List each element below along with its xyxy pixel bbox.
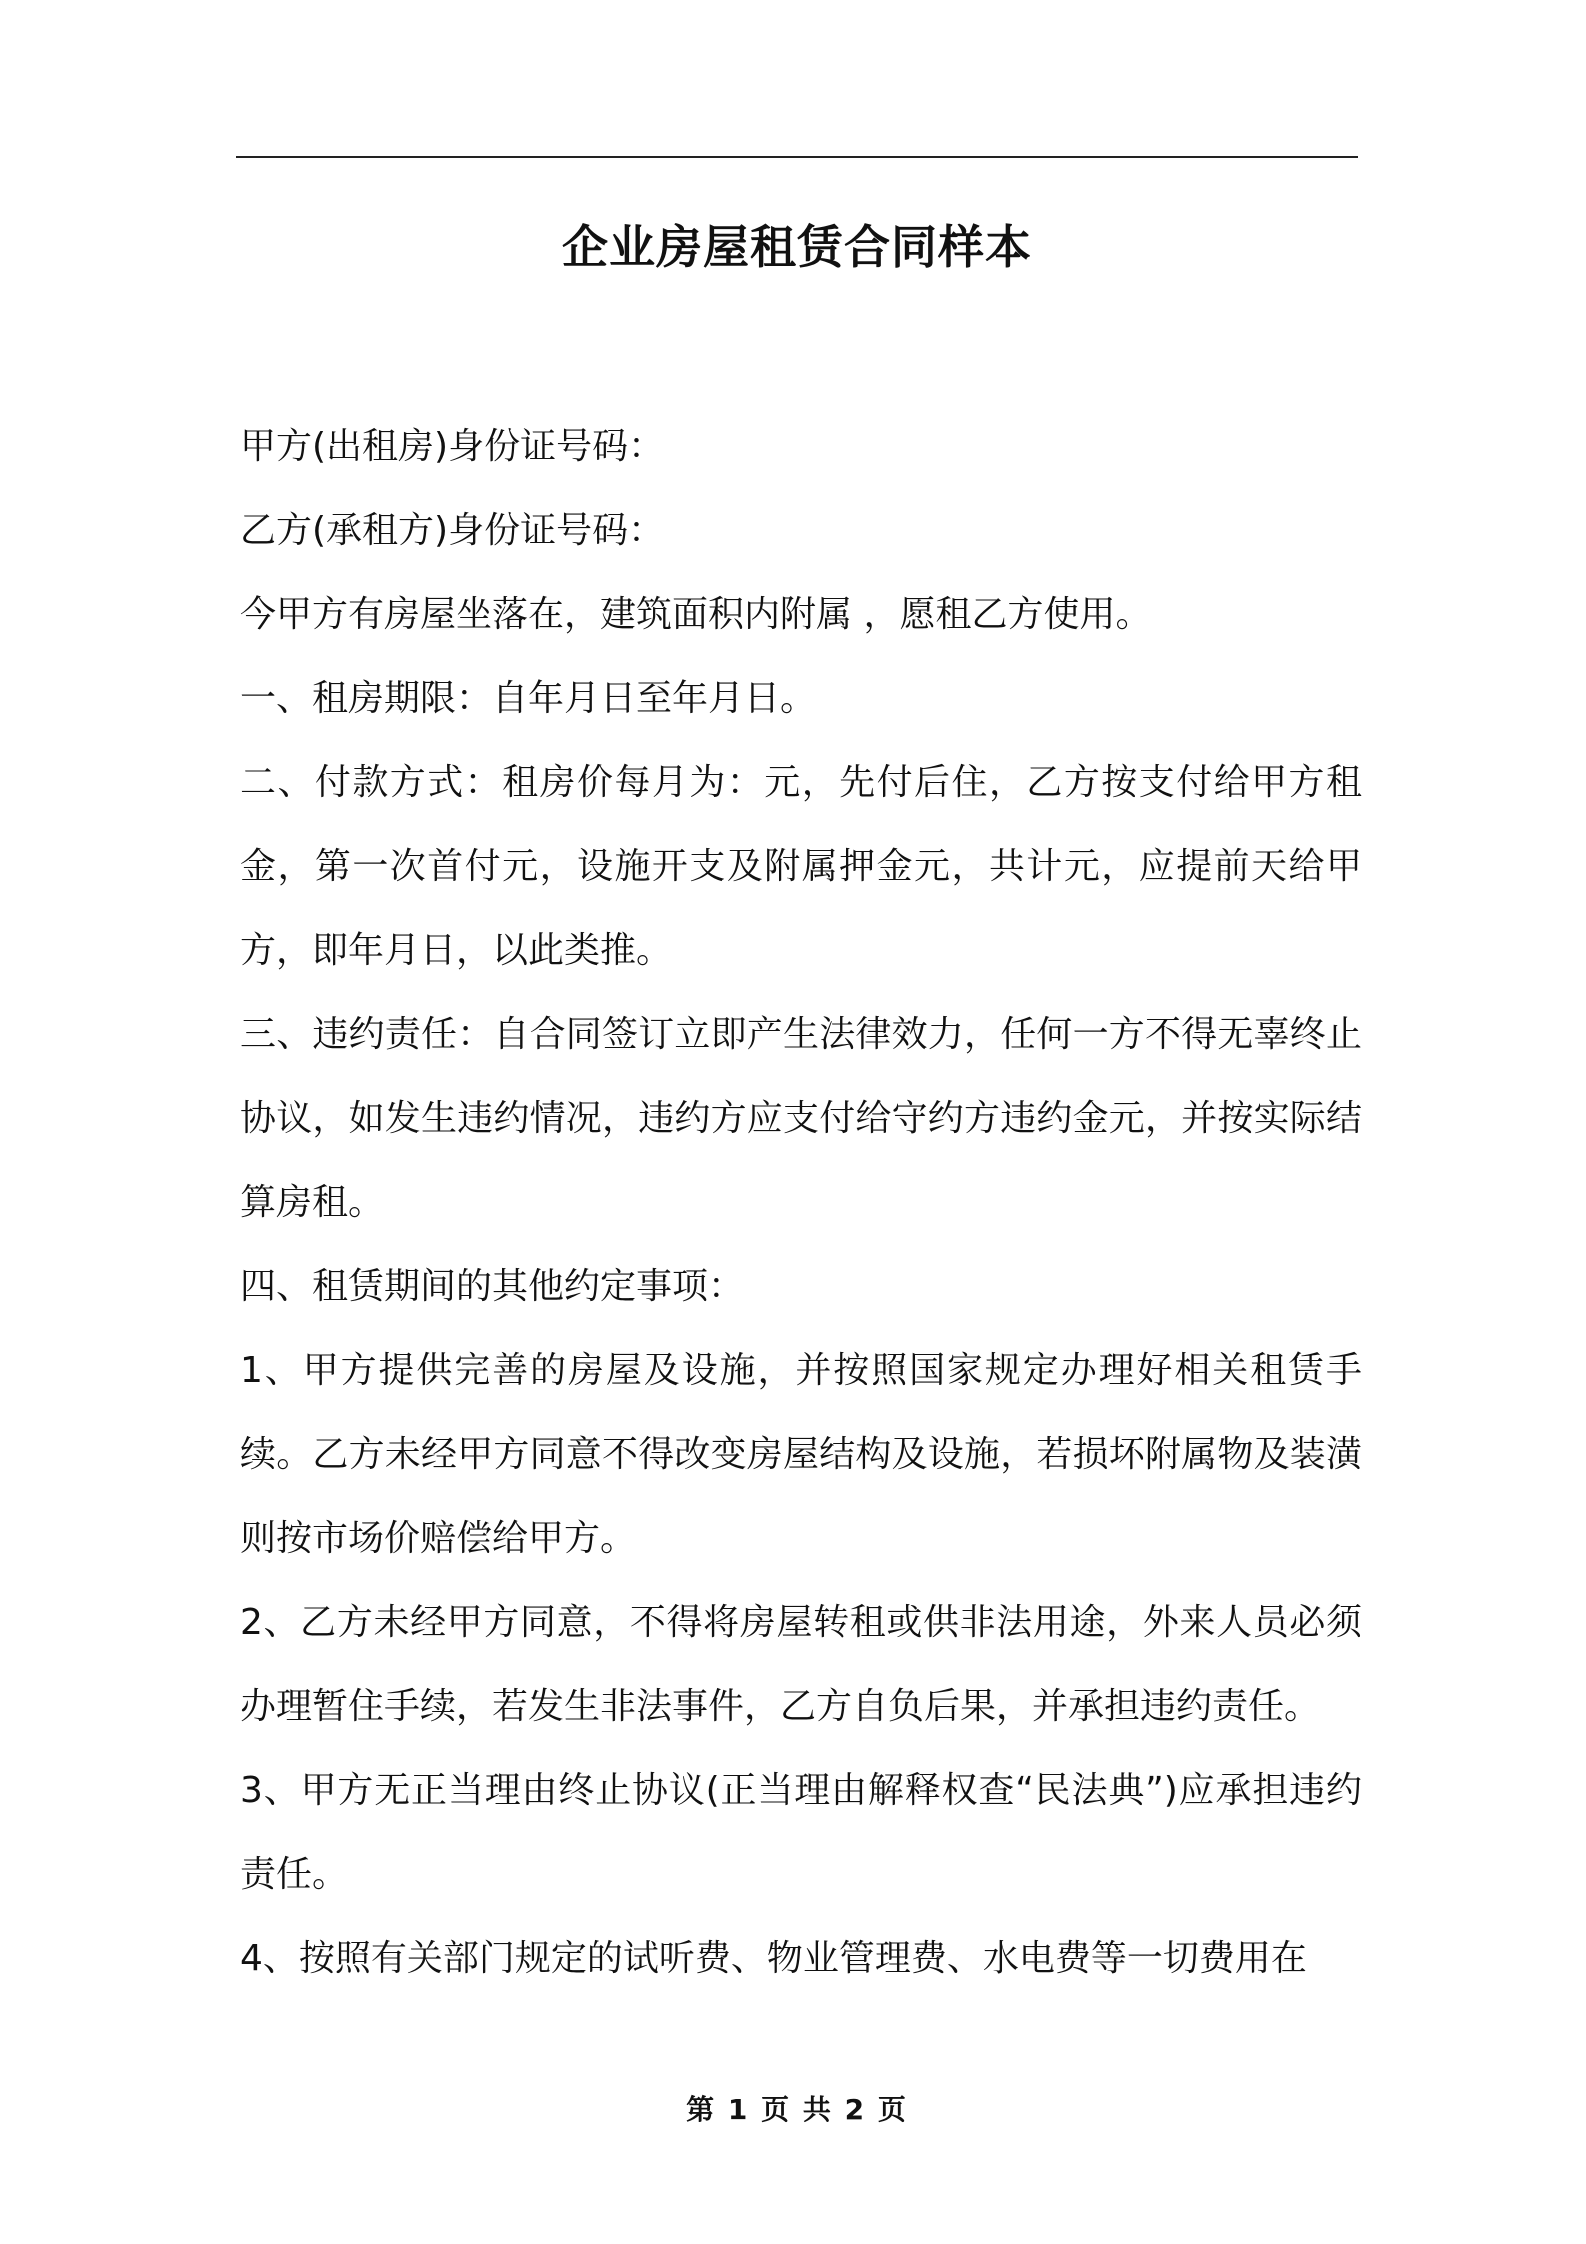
paragraph-other-terms: 四、租赁期间的其他约定事项： — [240, 1266, 745, 1307]
paragraph-property: 今甲方有房屋坐落在，建筑面积内附属 ，愿租乙方使用。 — [240, 594, 1152, 635]
paragraph-term: 一、租房期限：自年月日至年月日。 — [240, 678, 817, 719]
page-number: 第 1 页 共 2 页 — [686, 2093, 908, 2126]
paragraph-clause-4: 4、按照有关部门规定的试听费、物业管理费、水电费等一切费用在 — [240, 1938, 1307, 1979]
paragraph-payment: 二、付款方式：租房价每月为：元，先付后住，乙方按支付给甲方租金，第一次首付元，设施开支及附属押金元，共计元，应提前天给甲方，即年月日，以此类推。 — [240, 762, 1362, 971]
paragraph-party-a: 甲方(出租房)身份证号码： — [240, 426, 665, 467]
document-body — [240, 405, 1362, 2001]
paragraph-clause-1: 1、甲方提供完善的房屋及设施，并按照国家规定办理好相关租赁手续。乙方未经甲方同意不得改变房屋结构及设施，若损坏附属物及装潢则按市场价赔偿给甲方。 — [240, 1350, 1362, 1559]
document-title: 企业房屋租赁合同样本 — [562, 220, 1032, 274]
paragraph-clause-3: 3、甲方无正当理由终止协议(正当理由解释权查“民法典”)应承担违约责任。 — [240, 1770, 1362, 1895]
header-rule — [236, 156, 1358, 158]
paragraph-party-b: 乙方(承租方)身份证号码： — [240, 510, 665, 551]
paragraph-clause-2: 2、乙方未经甲方同意，不得将房屋转租或供非法用途，外来人员必须办理暂住手续，若发生非法事件，乙方自负后果，并承担违约责任。 — [240, 1602, 1362, 1727]
paragraph-liability: 三、违约责任：自合同签订立即产生法律效力，任何一方不得无辜终止协议，如发生违约情况，违约方应支付给守约方违约金元，并按实际结算房租。 — [240, 1014, 1362, 1223]
